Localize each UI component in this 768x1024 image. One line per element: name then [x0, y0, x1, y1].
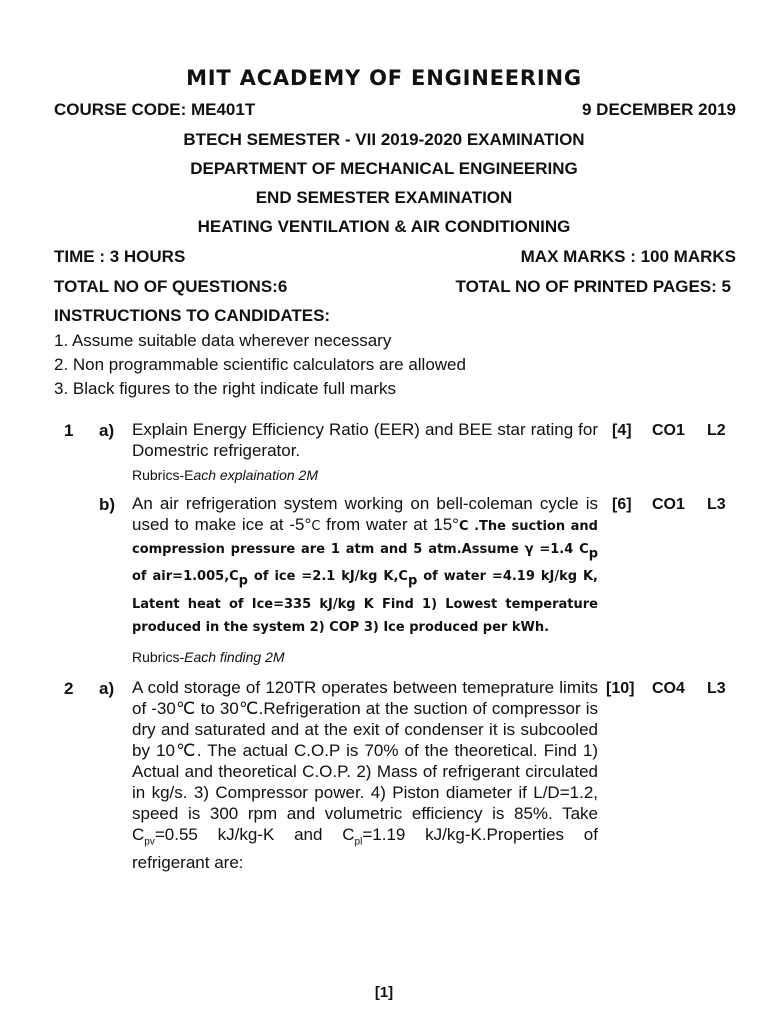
question-marks: [4] [612, 422, 632, 439]
course-outcome: CO1 [652, 496, 685, 513]
course-outcome: CO1 [652, 422, 685, 439]
instructions-heading: INSTRUCTIONS TO CANDIDATES: [54, 306, 331, 325]
question-text: A cold storage of 120TR operates between temeprature limits of -30℃ to 30℃.Refrigeration at the suction of compressor is dry and saturated and at the exit of condenser it is subcooled by 10℃. The actual C.O.P is 70% of the theoretical. Find 1) Actual and theoretical C.O.P. 2) Mass of refrigerant circulated in kg/s. 3) Compressor power. 4) Piston diameter if L/D=1.2, speed is 300 rpm and volumetric efficiency is 85%. Take $C_{pv}=0.55$ kJ/kg-K and $C_{pl}=1.19$ kJ/kg-K.Properties of refrigerant are: [132, 678, 598, 873]
question-part: a) [99, 421, 115, 440]
max-marks-label: MAX MARKS : 100 MARKS [520, 247, 736, 266]
department-line: DEPARTMENT OF MECHANICAL ENGINEERING [190, 159, 578, 178]
institution-title: MIT ACADEMY OF ENGINEERING [186, 66, 582, 90]
exam-line: END SEMESTER EXAMINATION [255, 188, 513, 207]
instruction-item: 2. Non programmable scientific calculators are allowed [54, 355, 466, 374]
instruction-item: 3. Black figures to the right indicate full marks [54, 379, 397, 398]
total-questions-label: TOTAL NO OF QUESTIONS:6 [54, 277, 288, 296]
semester-line: BTECH SEMESTER - VII 2019-2020 EXAMINATION [183, 130, 585, 149]
time-label: TIME : 3 HOURS [54, 247, 186, 266]
page-number: [1] [374, 984, 394, 1001]
course-outcome: CO4 [652, 680, 685, 697]
instruction-item: 1. Assume suitable data wherever necessary [54, 331, 392, 350]
question-number: 1 [64, 421, 74, 440]
question-marks: [6] [612, 496, 632, 513]
question-text: Explain Energy Efficiency Ratio (EER) and BEE star rating for Domestric refrigerator. [132, 420, 598, 460]
course-code: COURSE CODE: ME401T [54, 100, 256, 119]
rubric-note: Rubrics-Each finding 2M [132, 649, 285, 665]
rubric-note: Rubrics-Each explaination 2M [132, 467, 318, 483]
bloom-level: L3 [707, 680, 726, 697]
total-pages-label: TOTAL NO OF PRINTED PAGES: 5 [455, 277, 731, 296]
subject-line: HEATING VENTILATION & AIR CONDITIONING [197, 217, 571, 236]
question-number: 2 [64, 679, 74, 698]
question-text: An air refrigeration system working on bell-coleman cycle is used to make ice at -5°C from water at 15°C .The suction and compression pressure are 1 atm and 5 atm.Assume γ =1.4 $C_p$ of $air=1.005,C_p$ of ice =2.1 kJ/kg $K,C_p$ of water =4.19 kJ/kg K, Latent heat of Ice=335 kJ/kg K Find 1) Lowest temperature produced in the system 2) COP 3) Ice produced per kWh. [132, 494, 598, 635]
question-part: a) [99, 679, 115, 698]
bloom-level: L2 [707, 422, 726, 439]
question-marks: [10] [606, 680, 635, 697]
question-part: b) [99, 495, 116, 514]
exam-date: 9 DECEMBER 2019 [581, 100, 736, 119]
bloom-level: L3 [707, 496, 726, 513]
